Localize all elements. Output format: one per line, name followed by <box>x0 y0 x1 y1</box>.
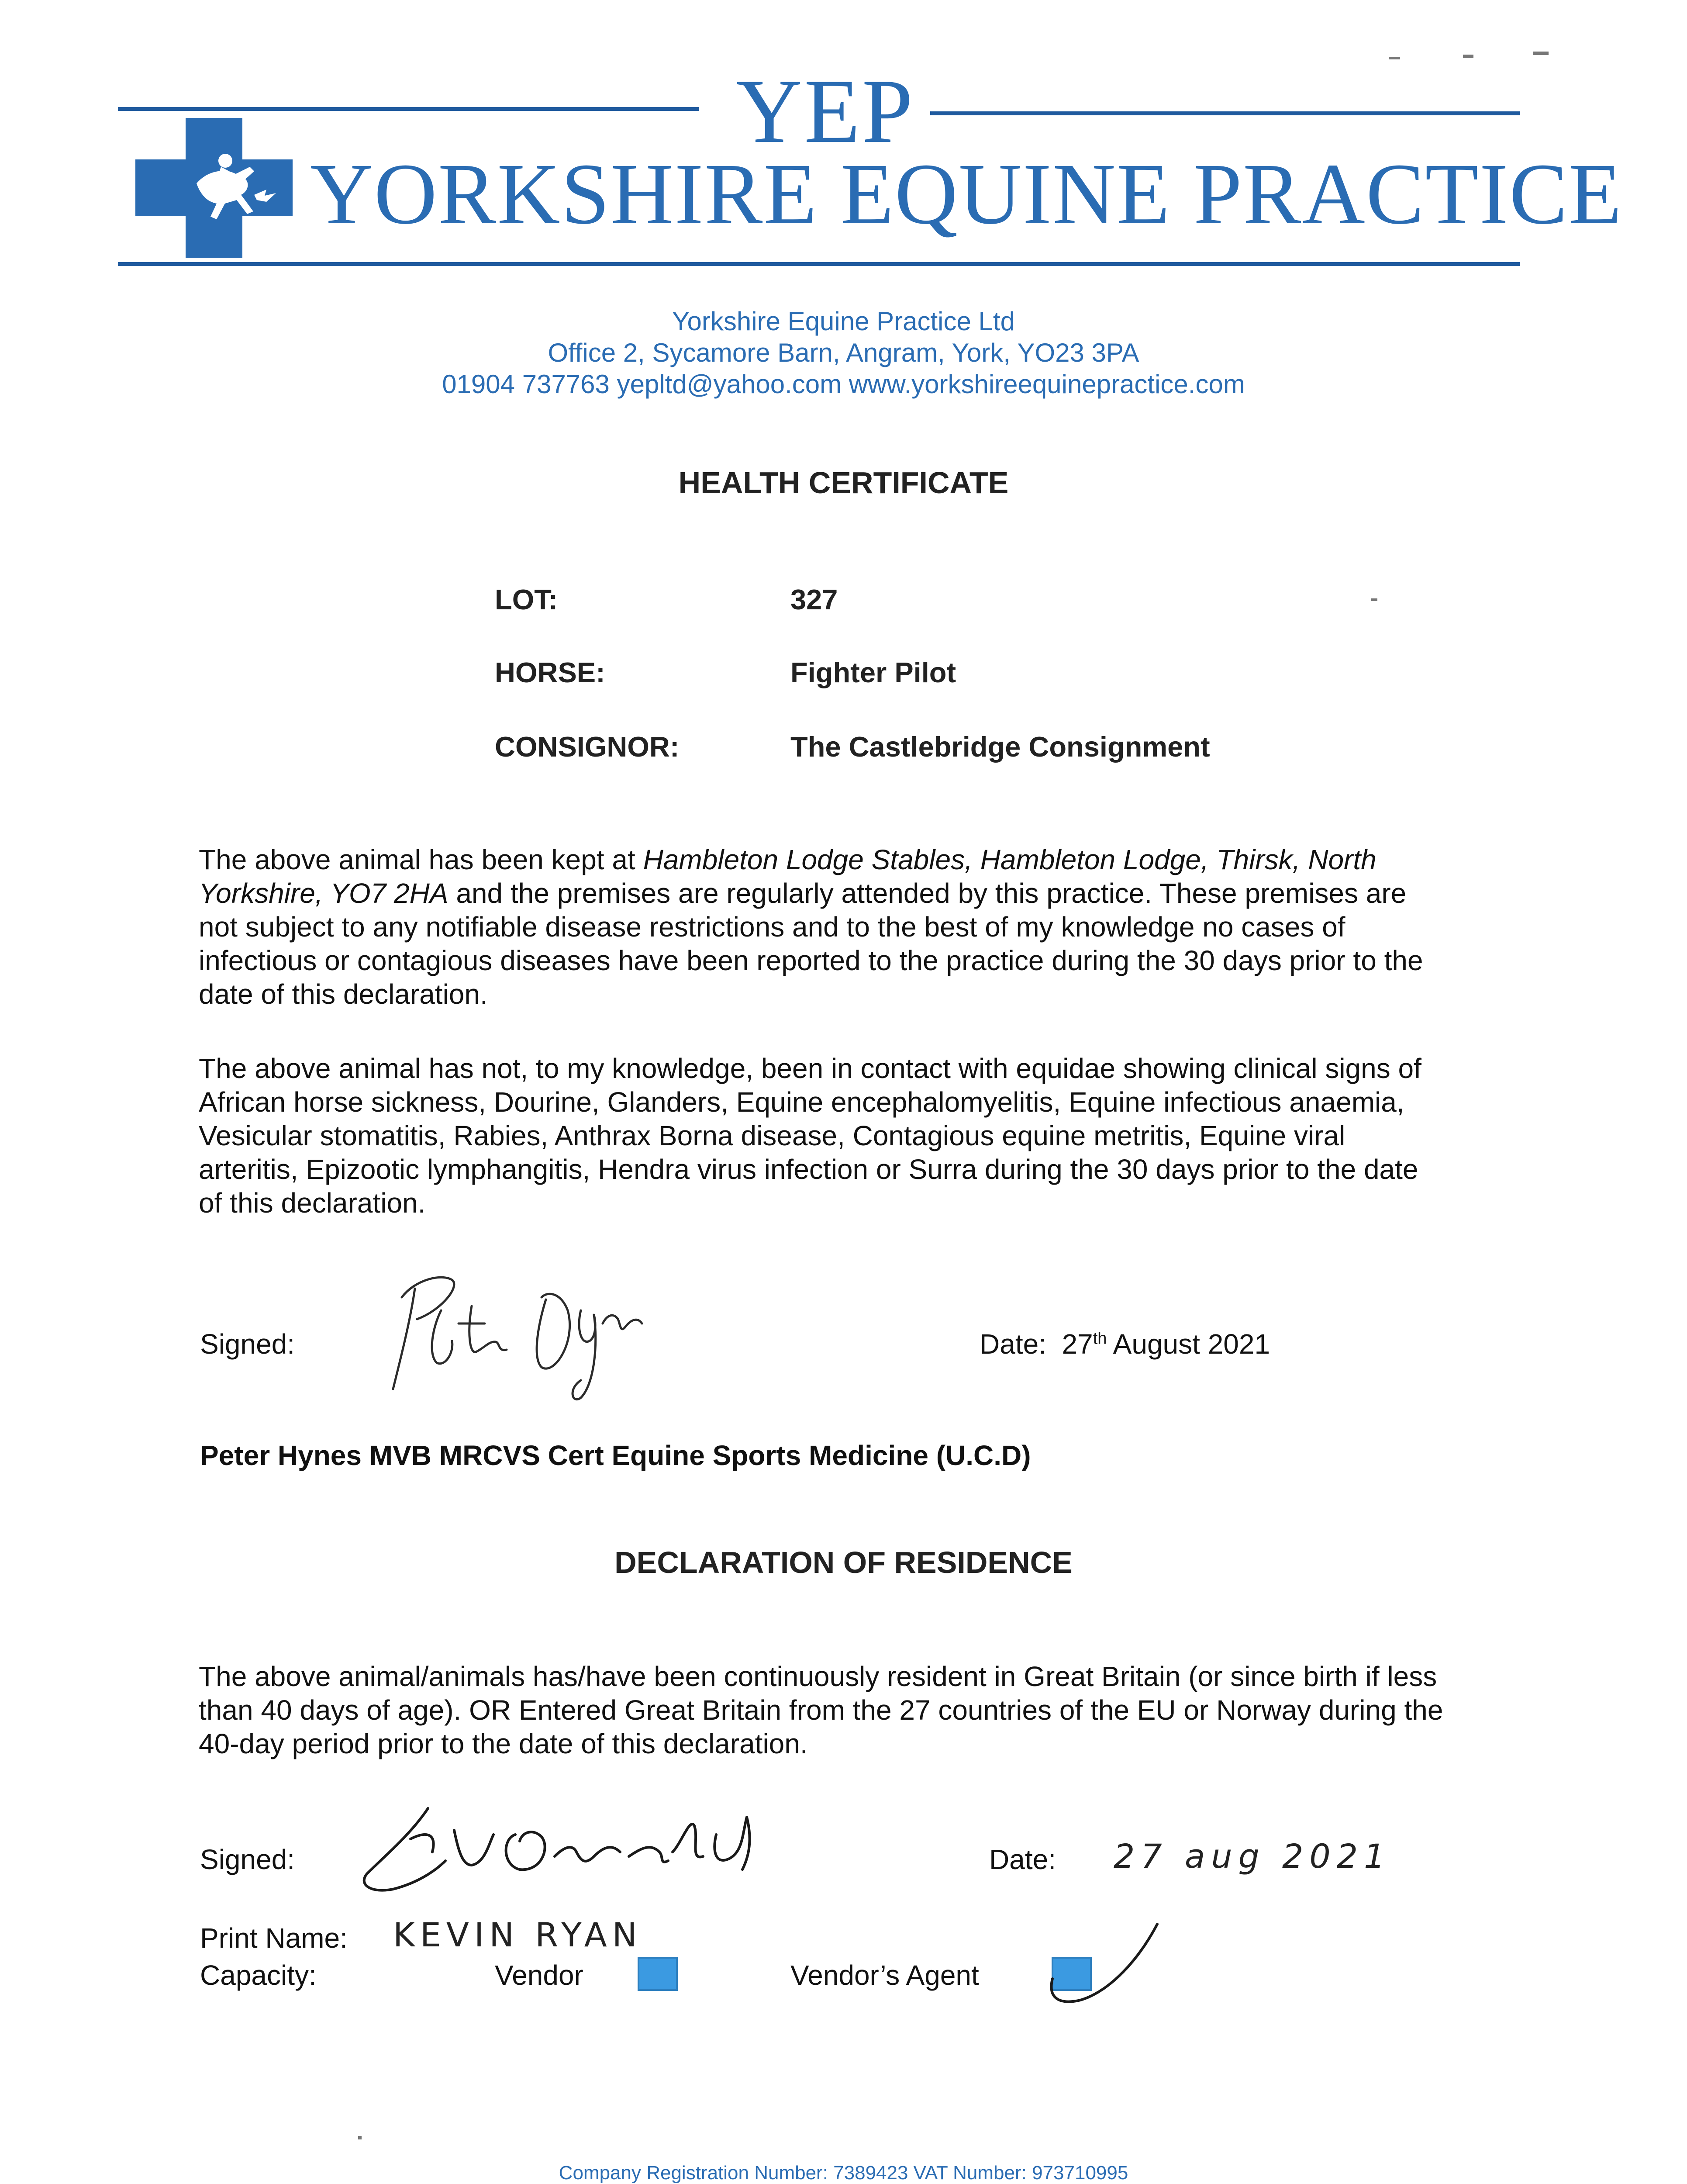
vet-name: Peter Hynes MVB MRCVS Cert Equine Sports Medicine (U.C.D) <box>200 1440 1031 1471</box>
scan-speck <box>358 2136 362 2139</box>
capacity-label: Capacity: <box>200 1959 317 1991</box>
hc-signed-label: Signed: <box>200 1328 295 1360</box>
decl-signed-label: Signed: <box>200 1844 295 1875</box>
horse-label: HORSE: <box>495 657 605 688</box>
premises-text-start: The above animal has been kept at <box>199 844 643 875</box>
premises-location: Hambleton Lodge Stables, Hambleton Lodge, Thirsk, North Yorkshire, YO7 2HA <box>199 844 1377 909</box>
vendor-signature <box>358 1800 830 1900</box>
consignor-label: CONSIGNOR: <box>495 731 680 763</box>
disease-text: The above animal has not, to my knowledge, been in contact with equidae showing clinical signs of African horse sickness, Dourine, Glanders, Equine encephalomyelitis, Equine infectious anaemia, Vesicular stomatitis, Rabies, Anthrax Borna disease, Contagious equine metritis, Equine viral arteritis, Epizootic lymphangitis, Hendra virus infection or Surra during the 30 days prior to the date of this declaration. <box>199 1053 1421 1219</box>
declaration-paragraph <box>199 1660 1448 1761</box>
hc-date-day: 27 <box>1062 1328 1093 1360</box>
print-name-value: KEVIN RYAN <box>393 1915 642 1954</box>
consignor-value: The Castlebridge Consignment <box>790 731 1210 763</box>
practice-acronym: YEP <box>736 61 915 162</box>
premises-paragraph <box>199 843 1448 1011</box>
vendor-label: Vendor <box>495 1959 583 1991</box>
declaration-title: DECLARATION OF RESIDENCE <box>614 1545 1073 1579</box>
footer-registration: Company Registration Number: 7389423 VAT Number: 973710995 <box>559 2162 1128 2184</box>
top-rule-left <box>118 107 699 111</box>
premises-text-end: and the premises are regularly attended by this practice. These premises are not subject to any notifiable disease restrictions and to the best of my knowledge no cases of infectious or contagious diseases have been reported to the practice during the 30 days prior to the date of this declaration. <box>199 878 1423 1010</box>
bottom-rule <box>118 262 1520 266</box>
hc-date-rest: August 2021 <box>1113 1328 1270 1360</box>
scan-speck <box>1463 55 1473 58</box>
decl-date-handwritten: 27 aug 2021 <box>1114 1837 1391 1876</box>
health-certificate-title: HEALTH CERTIFICATE <box>678 466 1009 500</box>
print-name-label: Print Name: <box>200 1922 348 1954</box>
lot-value: 327 <box>790 584 838 615</box>
practice-name: YORKSHIRE EQUINE PRACTICE <box>310 146 1623 242</box>
declaration-text: The above animal/animals has/have been continuously resident in Great Britain (or since birth if less than 40 days of age). OR Entered Great Britain from the 27 countries of the EU or Norway during the 40-day period prior to the date of this declaration. <box>199 1661 1443 1759</box>
lot-label: LOT: <box>495 584 558 615</box>
scan-speck <box>1533 52 1549 55</box>
hc-date-suffix: th <box>1093 1329 1107 1348</box>
decl-date-label: Date: <box>989 1844 1056 1875</box>
scan-speck <box>1389 57 1400 59</box>
hc-date <box>980 1328 1270 1360</box>
scan-speck <box>1371 598 1377 601</box>
vendor-checkbox[interactable] <box>638 1957 678 1991</box>
checkmark-icon <box>1039 1913 1170 2009</box>
disease-paragraph <box>199 1052 1448 1220</box>
top-rule-right <box>930 111 1520 115</box>
cross-horse-logo-icon <box>135 118 293 258</box>
company-address: Office 2, Sycamore Barn, Angram, York, YO23 3PA <box>548 338 1139 367</box>
company-contact: 01904 737763 yepltd@yahoo.com www.yorkshireequinepractice.com <box>442 370 1245 399</box>
vet-signature <box>376 1258 681 1415</box>
vendor-agent-label: Vendor’s Agent <box>790 1959 979 1991</box>
company-name: Yorkshire Equine Practice Ltd <box>672 307 1015 336</box>
hc-date-label: Date: <box>980 1328 1046 1360</box>
horse-value: Fighter Pilot <box>790 657 956 688</box>
